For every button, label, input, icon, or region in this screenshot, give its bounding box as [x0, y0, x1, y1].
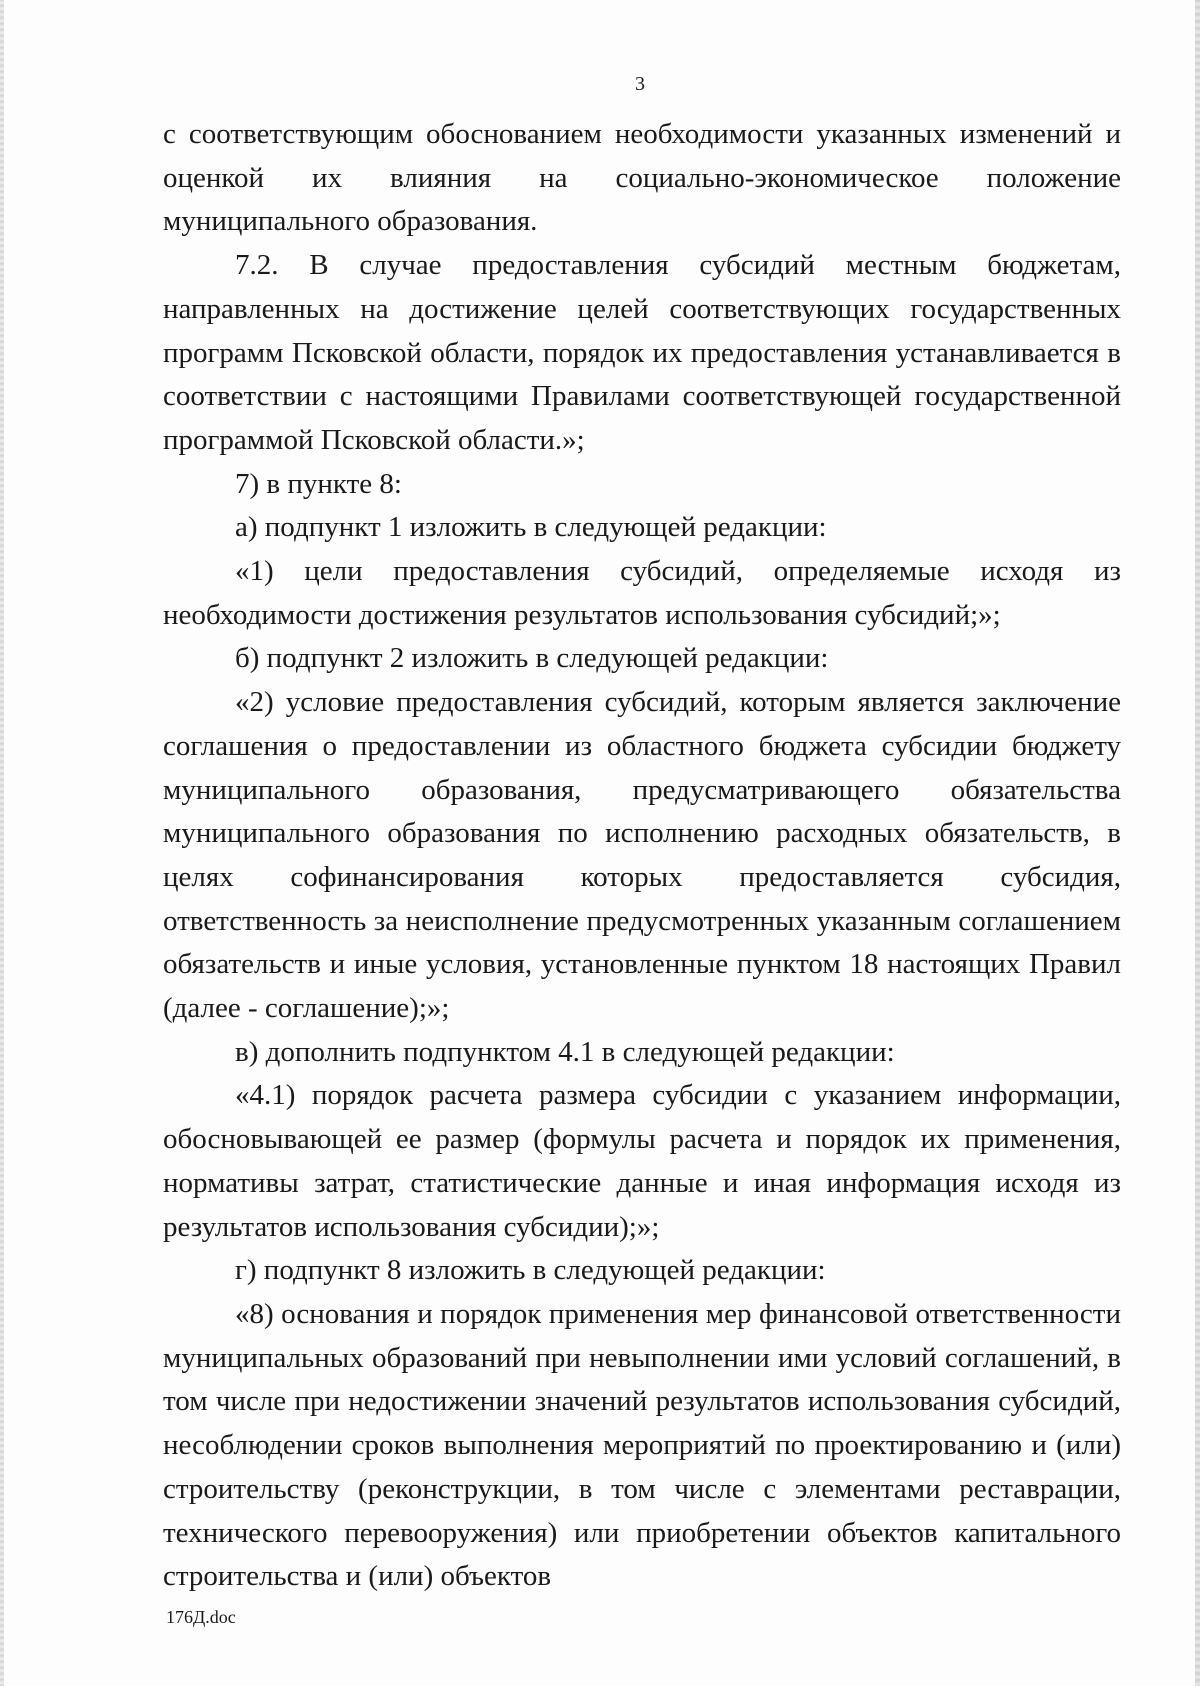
paragraph: 7.2. В случае предоставления субсидий местным бюджетам, направленных на достижение целей соответствующих государственных программ Псковской области, порядок их предоставления устанавливается в соответствии с настоящими Правилами соответствующей государственной программой Псковской области.»;: [163, 249, 1121, 456]
paragraph: б) подпункт 2 изложить в следующей редакции:: [235, 642, 829, 675]
scan-edge-right: [1195, 0, 1200, 1686]
paragraph: «2) условие предоставления субсидий, которым является заключение соглашения о предоставлении из областного бюджета субсидии бюджету муниципального образования, предусматривающего обязательства муниципального образования по исполнению расходных обязательств, в целях софинансирования которых предоставляется субсидия, ответственность за неисполнение предусмотренных указанным соглашением обязательств и иные условия, установленные пунктом 18 настоящих Правил (далее - соглашение);»;: [163, 686, 1121, 1025]
paragraph: а) подпункт 1 изложить в следующей редакции:: [235, 511, 827, 544]
paragraph: «1) цели предоставления субсидий, определяемые исходя из необходимости достижения результатов использования субсидий;»;: [163, 555, 1121, 631]
footer-filename: 176Д.doc: [166, 1607, 236, 1627]
page-number: 3: [635, 73, 645, 95]
paragraph: «4.1) порядок расчета размера субсидии с указанием информации, обосновывающей ее размер (формулы расчета и порядок их применения, нормативы затрат, статистические данные и иная информация исходя из результатов использования субсидии);»;: [163, 1079, 1121, 1243]
paragraph: в) дополнить подпунктом 4.1 в следующей редакции:: [235, 1035, 895, 1068]
document-body: [163, 113, 1121, 1599]
paragraph: 7) в пункте 8:: [235, 467, 402, 500]
paragraph: г) подпункт 8 изложить в следующей редакции:: [235, 1254, 826, 1287]
paragraph: с соответствующим обоснованием необходимости указанных изменений и оценкой их влияния на социально-экономическое положение муниципального образования.: [163, 118, 1121, 238]
paragraph: «8) основания и порядок применения мер финансовой ответственности муниципальных образований при невыполнении ими условий соглашений, в том числе при недостижении значений результатов использования субсидий, несоблюдении сроков выполнения мероприятий по проектированию и (или) строительству (реконструкции, в том числе с элементами реставрации, технического перевооружения) или приобретении объектов капитального строительства и (или) объектов: [163, 1297, 1121, 1593]
scan-edge-left: [0, 0, 4, 1686]
